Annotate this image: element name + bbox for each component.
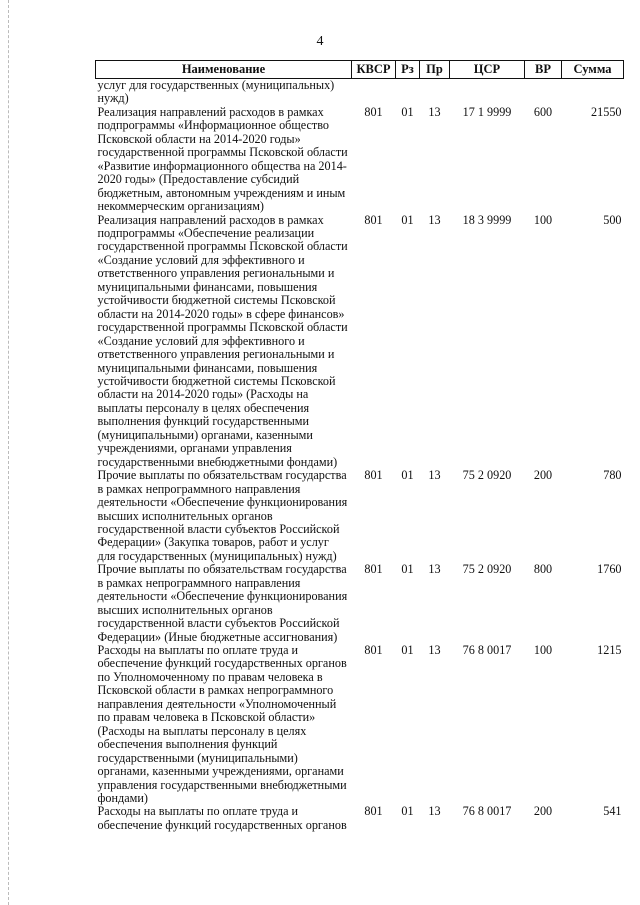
- header-pr: Пр: [420, 61, 450, 79]
- row-csr: 75 2 0920: [462, 562, 512, 577]
- header-rz: Рз: [396, 61, 420, 79]
- row-sum: 541: [603, 804, 622, 819]
- continuation-text: услуг для государственных (муниципальных) нужд): [97, 78, 335, 106]
- row-kvsr: 801: [364, 212, 383, 227]
- row-vr: 800: [533, 562, 553, 577]
- row-sum: 1215: [597, 643, 622, 658]
- table-row-continuation: [96, 79, 624, 106]
- header-sum: Сумма: [562, 61, 624, 79]
- row-sum: 780: [603, 468, 622, 483]
- row-csr: 76 8 0017: [462, 804, 512, 819]
- row-name: Прочие выплаты по обязательствам государства в рамках непрограммного направления деятельности «Обеспечение функционирования высших исполнительных органов государственной власти субъектов Российской Федерации» (Иные бюджетные ассигнования): [97, 562, 348, 644]
- row-vr: 600: [533, 104, 553, 119]
- row-pr: 13: [428, 212, 441, 227]
- table-header-row: [96, 61, 624, 79]
- row-name: Реализация направлений расходов в рамках подпрограммы «Обеспечение реализации государственной программы Псковской области «Создание условий для эффективного и ответственного управления региональными и муниципальными финансами, повышения устойчивости бюджетной системы Псковской области на 2014-2020 годы» в сфере финансов» государственной программы Псковской области «Создание условий для эффективного и ответственного управления региональными и муниципальными финансами, повышения устойчивости бюджетной системы Псковской области на 2014-2020 годы» (Расходы на выплаты персоналу в целях обеспечения выполнения функций государственными (муниципальными) органами, казенными учреждениями, органами управления государственными внебюджетными фондами): [97, 212, 348, 469]
- row-name: Расходы на выплаты по оплате труда и обеспечение функций государственных органов: [97, 804, 347, 832]
- row-pr: 13: [428, 643, 441, 658]
- row-csr: 75 2 0920: [462, 468, 512, 483]
- row-vr: 200: [533, 804, 553, 819]
- row-vr: 200: [533, 468, 553, 483]
- row-pr: 13: [428, 104, 441, 119]
- row-rz: 01: [401, 643, 414, 658]
- row-kvsr: 801: [364, 804, 383, 819]
- header-csr: ЦСР: [450, 61, 525, 79]
- table-row: [96, 106, 624, 214]
- budget-table: [95, 60, 624, 832]
- header-vr: ВР: [525, 61, 562, 79]
- row-rz: 01: [401, 804, 414, 819]
- header-kvsr: КВСР: [352, 61, 396, 79]
- row-csr: 17 1 9999: [462, 104, 512, 119]
- row-name: Реализация направлений расходов в рамках подпрограммы «Информационное общество Псковской области на 2014-2020 годы» государственной программы Псковской области «Развитие информационного общества на 2014-2020 годы» (Предоставление субсидий бюджетным, автономным учреждениям и иным некоммерческим организациям): [97, 104, 348, 214]
- row-pr: 13: [428, 804, 441, 819]
- row-rz: 01: [401, 212, 414, 227]
- row-kvsr: 801: [364, 643, 383, 658]
- table-row: [96, 469, 624, 563]
- table-row: [96, 563, 624, 644]
- row-sum: 1760: [597, 562, 622, 577]
- row-kvsr: 801: [364, 562, 383, 577]
- row-kvsr: 801: [364, 468, 383, 483]
- row-pr: 13: [428, 468, 441, 483]
- row-pr: 13: [428, 562, 441, 577]
- row-sum: 21550: [591, 104, 622, 119]
- row-rz: 01: [401, 468, 414, 483]
- table-row: [96, 644, 624, 805]
- table-row: [96, 214, 624, 470]
- row-csr: 18 3 9999: [462, 212, 512, 227]
- row-name: Расходы на выплаты по оплате труда и обеспечение функций государственных органов по Уполномоченному по правам человека в Псковской области в рамках непрограммного направления деятельности «Уполномоченный по правам человека в Псковской области» (Расходы на выплаты персоналу в целях обеспечения выполнения функций государственными (муниципальными) органами, казенными учреждениями, органами управления государственными внебюджетными фондами): [97, 643, 347, 806]
- row-rz: 01: [401, 104, 414, 119]
- page-number: 4: [316, 34, 324, 49]
- row-vr: 100: [533, 212, 553, 227]
- row-vr: 100: [533, 643, 553, 658]
- row-csr: 76 8 0017: [462, 643, 512, 658]
- table-row: [96, 805, 624, 832]
- row-name: Прочие выплаты по обязательствам государства в рамках непрограммного направления деятельности «Обеспечение функционирования высших исполнительных органов государственной власти субъектов Российской Федерации» (Закупка товаров, работ и услуг для государственных (муниципальных) нужд): [97, 468, 348, 563]
- row-sum: 500: [603, 212, 622, 227]
- row-kvsr: 801: [364, 104, 383, 119]
- row-rz: 01: [401, 562, 414, 577]
- header-name: Наименование: [96, 61, 352, 79]
- scan-edge-line: [8, 0, 10, 905]
